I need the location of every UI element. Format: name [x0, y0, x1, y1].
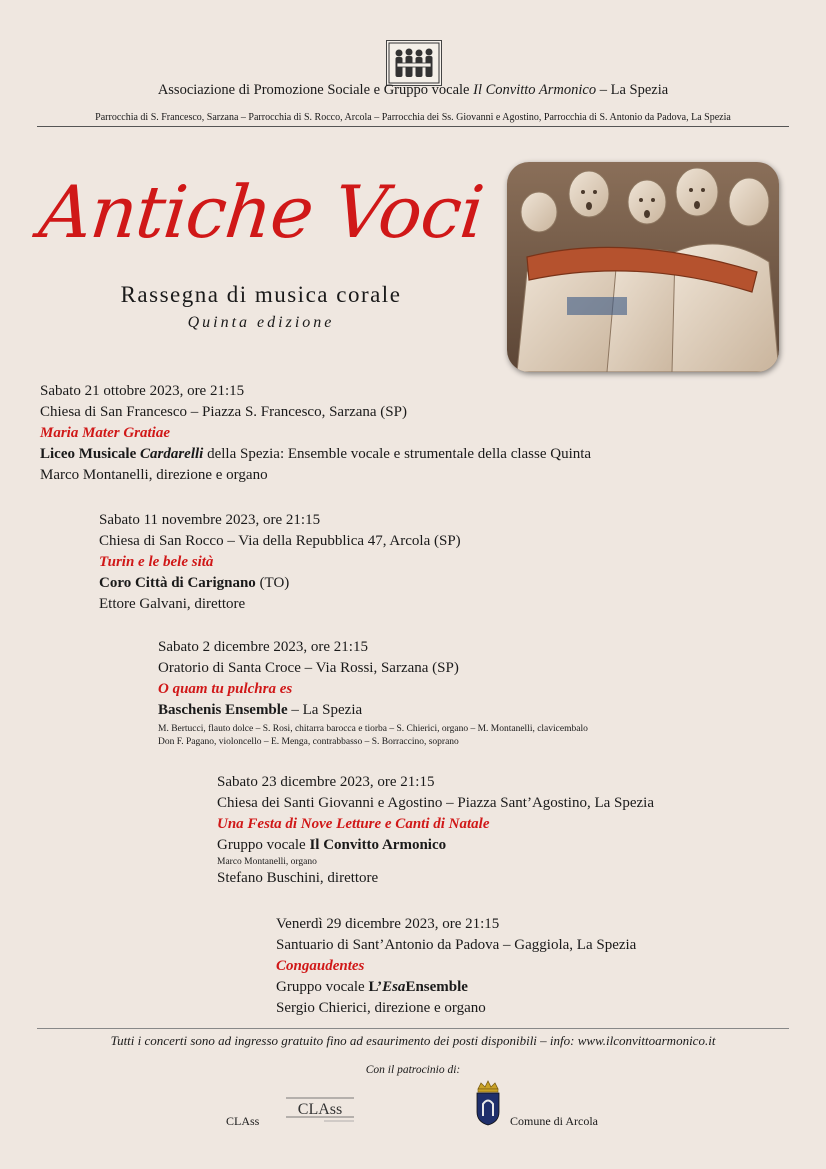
- event-performer: [276, 977, 636, 998]
- event-date: Venerdì 29 dicembre 2023, ore 21:15: [276, 916, 500, 932]
- event-members: M. Bertucci, flauto dolce – S. Rosi, chitarra barocca e tiorba – S. Chierici, organo – M. Montanelli, clavicembalo: [158, 724, 588, 734]
- page-title: Antiche Voci: [35, 170, 488, 254]
- event-3: [158, 637, 588, 750]
- event-work: Congaudentes: [276, 958, 365, 974]
- class-logo: [284, 1094, 356, 1124]
- arcola-crest: [473, 1080, 503, 1126]
- association-line: [0, 82, 826, 99]
- performer-name: Il Convitto Armonico: [309, 837, 447, 853]
- event-venue: Santuario di Sant’Antonio da Padova – Gaggiola, La Spezia: [276, 937, 637, 953]
- event-2: [99, 510, 461, 615]
- event-director: Ettore Galvani, direttore: [99, 596, 246, 612]
- footer-divider: [37, 1028, 789, 1029]
- event-performer: [158, 700, 588, 721]
- event-performer: [40, 444, 591, 465]
- performer-name-italic: Esa: [382, 979, 406, 995]
- event-date: Sabato 2 dicembre 2023, ore 21:15: [158, 639, 368, 655]
- event-5: [276, 914, 636, 1019]
- subtitle: Rassegna di musica corale: [120, 282, 402, 307]
- performer-name: Baschenis Ensemble: [158, 702, 288, 718]
- event-performer: [217, 835, 654, 856]
- choir-relief-image: [507, 162, 779, 372]
- event-date: Sabato 11 novembre 2023, ore 21:15: [99, 512, 321, 528]
- performer-detail: – La Spezia: [287, 702, 363, 718]
- event-director: Stefano Buschini, direttore: [217, 870, 379, 886]
- event-work: Una Festa di Nove Letture e Canti di Natale: [217, 816, 490, 832]
- event-work: Turin e le bele sità: [99, 554, 214, 570]
- edition: Quinta edizione: [187, 314, 335, 331]
- performer-detail: della Spezia: Ensemble vocale e strumentale della classe Quinta: [203, 446, 592, 462]
- sponsor-arcola-label: Comune di Arcola: [510, 1114, 598, 1128]
- class-logo-text: CLAss: [297, 1101, 343, 1118]
- sponsor-class-label: CLAss: [226, 1114, 260, 1128]
- footer-info: Tutti i concerti sono ad ingresso gratuito fino ad esaurimento dei posti disponibili – info: www.ilconvittoarmonico.it: [110, 1033, 716, 1048]
- event-venue: Chiesa di San Francesco – Piazza S. Francesco, Sarzana (SP): [40, 404, 407, 420]
- association-name: Il Convitto Armonico: [473, 82, 597, 98]
- event-4: [217, 772, 654, 889]
- event-date: Sabato 21 ottobre 2023, ore 21:15: [40, 383, 245, 399]
- event-director: Sergio Chierici, direzione e organo: [276, 1000, 486, 1016]
- performer-prefix: Gruppo vocale: [276, 979, 369, 995]
- event-venue: Chiesa dei Santi Giovanni e Agostino – Piazza Sant’Agostino, La Spezia: [217, 795, 655, 811]
- event-venue: Oratorio di Santa Croce – Via Rossi, Sarzana (SP): [158, 660, 459, 676]
- event-date: Sabato 23 dicembre 2023, ore 21:15: [217, 774, 435, 790]
- performer-name: Ensemble: [405, 979, 468, 995]
- header-divider: [37, 126, 789, 127]
- parishes-line: Parrocchia di S. Francesco, Sarzana – Parrocchia di S. Rocco, Arcola – Parrocchia dei Ss. Giovanni e Agostino, Parrocchia di S. Antonio da Padova, La Spezia: [95, 112, 731, 123]
- performer-prefix: Gruppo vocale: [217, 837, 310, 853]
- performer-name-italic: Cardarelli: [139, 446, 204, 462]
- association-prefix: Associazione di Promozione Sociale e Gruppo vocale: [157, 82, 474, 98]
- choir-logo: [386, 40, 442, 86]
- event-work: Maria Mater Gratiae: [40, 425, 171, 441]
- event-organist: Marco Montanelli, organo: [217, 857, 317, 867]
- event-1: [40, 381, 591, 486]
- event-work: O quam tu pulchra es: [158, 681, 293, 697]
- performer-name: Coro Città di Carignano: [99, 575, 256, 591]
- association-suffix: – La Spezia: [596, 82, 669, 98]
- event-venue: Chiesa di San Rocco – Via della Repubblica 47, Arcola (SP): [99, 533, 461, 549]
- event-members: Don F. Pagano, violoncello – E. Menga, contrabbasso – S. Borraccino, soprano: [158, 737, 459, 747]
- performer-detail: (TO): [255, 575, 290, 591]
- performer-name: L’: [368, 979, 383, 995]
- performer-name: Liceo Musicale: [40, 446, 140, 462]
- event-director: Marco Montanelli, direzione e organo: [40, 467, 268, 483]
- patronage-label: Con il patrocinio di:: [365, 1064, 461, 1076]
- event-performer: [99, 573, 461, 594]
